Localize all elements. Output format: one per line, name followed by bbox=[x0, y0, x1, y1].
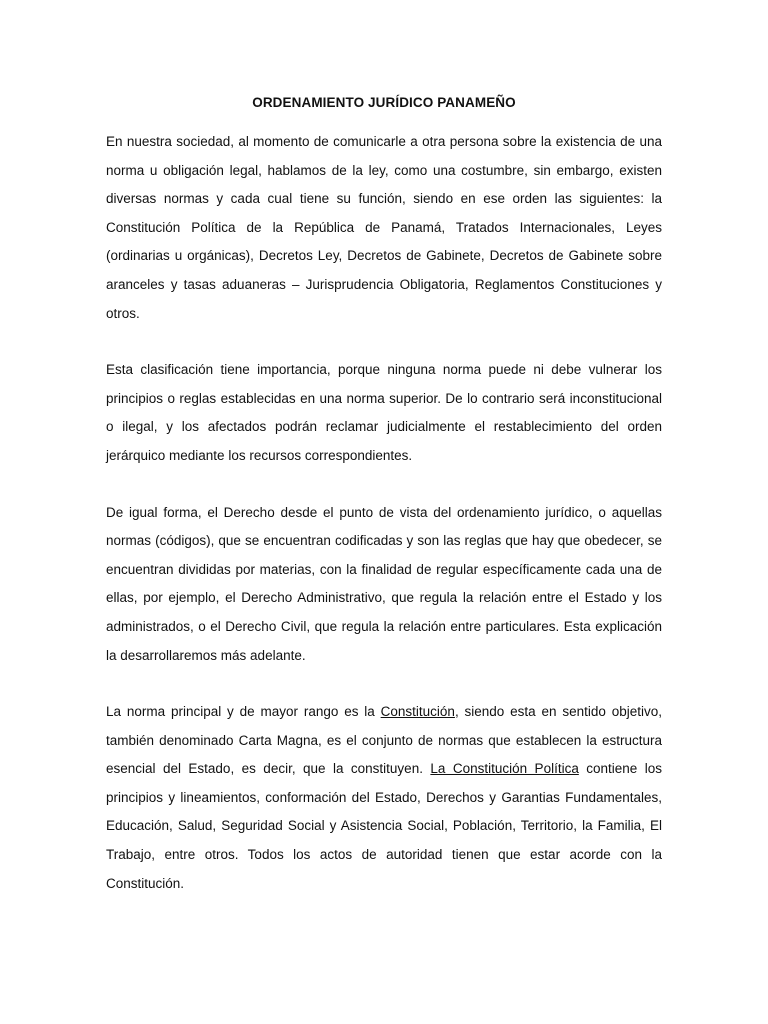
paragraph-2: Esta clasificación tiene importancia, porque ninguna norma puede ni debe vulnerar los principios o reglas establecidas en una norma superior. De lo contrario será inconstitucional o ilegal, y los afectados podrán reclamar judicialmente el restablecimiento del orden jerárquico mediante los recursos correspondientes. bbox=[106, 362, 662, 463]
document-title: ORDENAMIENTO JURÍDICO PANAMEÑO bbox=[252, 95, 516, 110]
paragraph-4 bbox=[106, 698, 662, 898]
constitucion-link[interactable]: Constitución bbox=[380, 704, 455, 720]
paragraph-1: En nuestra sociedad, al momento de comunicarle a otra persona sobre la existencia de una norma u obligación legal, hablamos de la ley, como una costumbre, sin embargo, existen diversas normas y cada cual tiene su función, siendo en ese orden las siguientes: la Constitución Política de la República de Panamá, Tratados Internacionales, Leyes (ordinarias u orgánicas), Decretos Ley, Decretos de Gabinete, Decretos de Gabinete sobre aranceles y tasas aduaneras – Jurisprudencia Obligatoria, Reglamentos Constituciones y otros. bbox=[106, 134, 662, 321]
paragraph-4-text-c: contiene los principios y lineamientos, conformación del Estado, Derechos y Garantias Fundamentales, Educación, Salud, Seguridad Social y Asistencia Social, Población, Territorio, la Familia, El Trabajo, entre otros. Todos los actos de autoridad tienen que estar acorde con la Constitución. bbox=[106, 761, 663, 891]
paragraph-4-text-a: La norma principal y de mayor rango es la bbox=[106, 704, 381, 720]
constitucion-politica-link[interactable]: La Constitución Política bbox=[430, 761, 579, 777]
paragraph-3: De igual forma, el Derecho desde el punto de vista del ordenamiento jurídico, o aquellas normas (códigos), que se encuentran codificadas y son las reglas que hay que obedecer, se encuentran divididas por materias, con la finalidad de regular específicamente cada una de ellas, por ejemplo, el Derecho Administrativo, que regula la relación entre el Estado y los administrados, o el Derecho Civil, que regula la relación entre particulares. Esta explicación la desarrollaremos más adelante. bbox=[106, 504, 662, 663]
paragraph-4-text-b: , siendo esta en sentido objetivo, también denominado Carta Magna, es el conjunto de normas que establecen la estructura esencial del Estado, es decir, que la constituyen. bbox=[106, 704, 662, 777]
